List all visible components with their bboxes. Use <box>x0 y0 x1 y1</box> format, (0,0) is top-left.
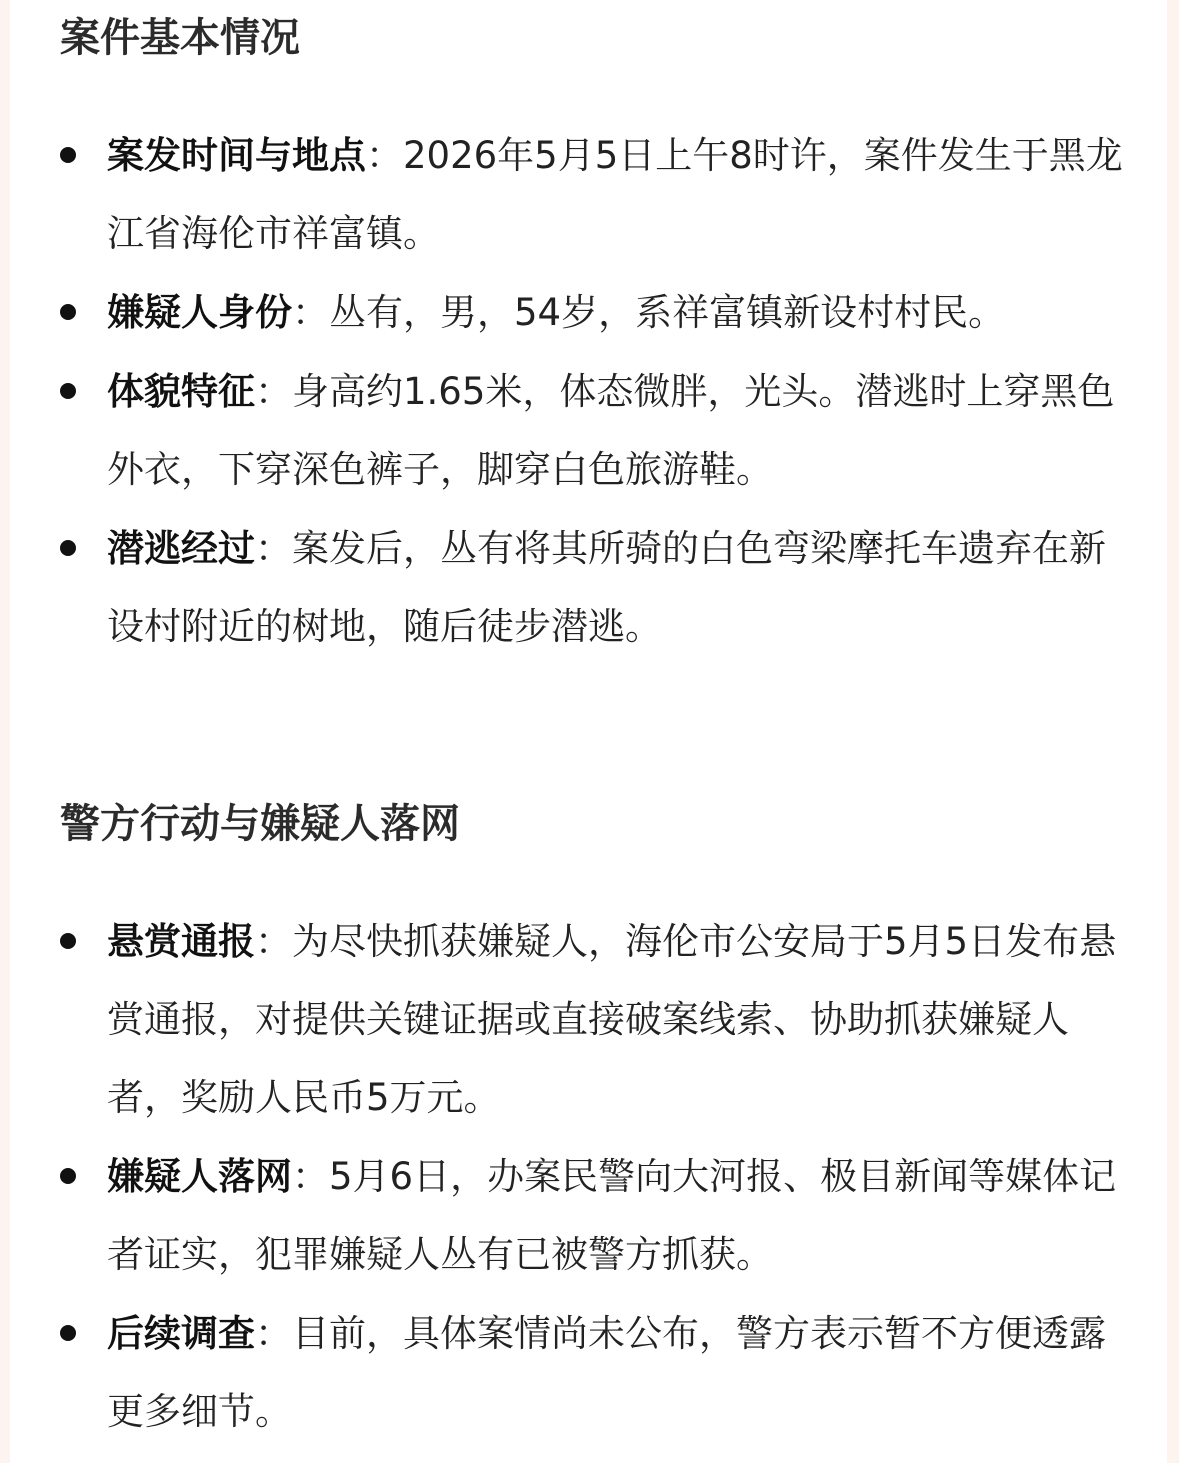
section-title-police-action: 警方行动与嫌疑人落网 <box>60 801 460 847</box>
police-action-list <box>10 903 1167 1452</box>
item-text: 身高约1.65米，体态微胖，光头。潜逃时上穿黑色外衣，下穿深色裤子，脚穿白色旅游鞋。 <box>107 370 1115 491</box>
list-item-escape-process <box>10 510 1167 666</box>
item-label: 案发时间与地点 <box>107 134 366 177</box>
article-card <box>10 0 1167 1463</box>
label-separator: ： <box>255 1312 292 1355</box>
item-label: 嫌疑人落网 <box>107 1155 292 1198</box>
label-separator: ： <box>366 134 403 177</box>
list-item-time-place <box>10 117 1167 273</box>
bullet-dot-icon <box>60 1325 76 1341</box>
item-text: 5月6日，办案民警向大河报、极目新闻等媒体记者证实，犯罪嫌疑人丛有已被警方抓获。 <box>107 1155 1117 1276</box>
case-basics-list <box>10 117 1167 667</box>
item-label: 体貌特征 <box>107 370 255 413</box>
bullet-dot-icon <box>60 304 76 320</box>
item-label: 潜逃经过 <box>107 527 255 570</box>
list-item-suspect-identity <box>10 274 1167 352</box>
item-text: 2026年5月5日上午8时许，案件发生于黑龙江省海伦市祥富镇。 <box>107 134 1123 255</box>
label-separator: ： <box>292 1155 329 1198</box>
label-separator: ： <box>255 920 292 963</box>
label-separator: ： <box>255 370 292 413</box>
section-title-case-basics: 案件基本情况 <box>60 15 300 61</box>
bullet-dot-icon <box>60 147 76 163</box>
bullet-dot-icon <box>60 540 76 556</box>
item-label: 嫌疑人身份 <box>107 291 292 334</box>
item-label: 后续调查 <box>107 1312 255 1355</box>
item-text: 案发后，丛有将其所骑的白色弯梁摩托车遗弃在新设村附近的树地，随后徒步潜逃。 <box>107 527 1106 648</box>
item-text: 为尽快抓获嫌疑人，海伦市公安局于5月5日发布悬赏通报，对提供关键证据或直接破案线索、协助抓获嫌疑人者，奖励人民币5万元。 <box>107 920 1117 1119</box>
bullet-dot-icon <box>60 383 76 399</box>
item-text: 丛有，男，54岁，系祥富镇新设村村民。 <box>329 291 1006 334</box>
list-item-reward-notice <box>10 903 1167 1137</box>
label-separator: ： <box>255 527 292 570</box>
bullet-dot-icon <box>60 1168 76 1184</box>
item-text: 目前，具体案情尚未公布，警方表示暂不方便透露更多细节。 <box>107 1312 1106 1433</box>
list-item-physical-features <box>10 353 1167 509</box>
item-label: 悬赏通报 <box>107 920 255 963</box>
bullet-dot-icon <box>60 933 76 949</box>
label-separator: ： <box>292 291 329 334</box>
list-item-suspect-captured <box>10 1138 1167 1294</box>
list-item-follow-up <box>10 1295 1167 1451</box>
